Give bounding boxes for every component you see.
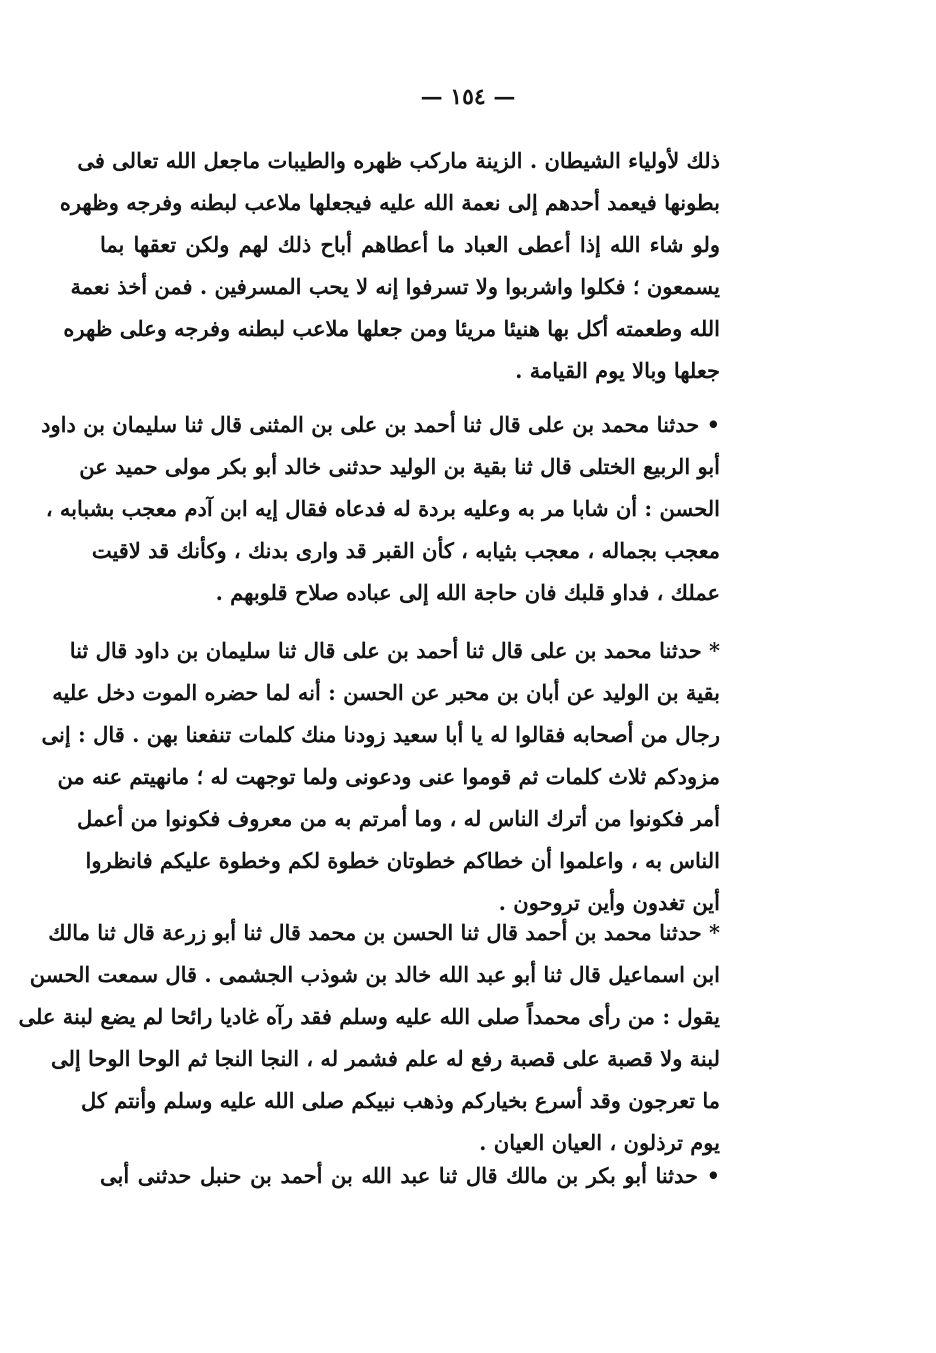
- text-line: مزودكم ثلاث كلمات ثم قوموا عنى ودعونى ولما توجهت له ؛ مانهيتم عنه من: [57, 764, 720, 789]
- text-line: ما تعرجون وقد أسرع بخياركم وذهب نبيكم صلى الله عليه وسلم وأنتم كل: [81, 1088, 720, 1113]
- paragraph-1: [59, 140, 720, 392]
- text-line: • حدثنا محمد بن على قال ثنا أحمد بن على بن المثنى قال ثنا سليمان بن داود: [41, 412, 720, 437]
- page-number: — ١٥٤ —: [420, 84, 516, 110]
- text-line: بطونها فيعمد أحدهم إلى نعمة الله عليه فيجعلها ملاعب لبطنه وفرجه وظهره: [59, 190, 720, 215]
- text-line: رجال من أصحابه فقالوا له يا أبا سعيد زودنا منك كلمات تنفعنا بهن . قال : إنى: [41, 722, 720, 747]
- text-line: أبو الربيع الختلى قال ثنا بقية بن الوليد حدثنى خالد أبو بكر مولى حميد عن: [79, 454, 720, 479]
- text-line: يوم ترذلون ، العيان العيان .: [479, 1130, 720, 1155]
- text-line: الناس به ، واعلموا أن خطاكم خطوتان خطوة لكم وخطوة عليكم فانظروا: [85, 848, 720, 873]
- text-line: لبنة ولا قصبة على قصبة رفع له علم فشمر له ، النجا النجا ثم الوحا الوحا إلى: [50, 1046, 720, 1071]
- text-line: جعلها وبالا يوم القيامة .: [515, 358, 720, 383]
- text-line: * حدثنا محمد بن أحمد قال ثنا الحسن بن محمد قال ثنا أبو زرعة قال ثنا مالك: [48, 920, 720, 945]
- text-line: بقية بن الوليد عن أبان بن محبر عن الحسن : أنه لما حضره الموت دخل عليه: [52, 680, 720, 705]
- text-line: يقول : من رأى محمداً صلى الله عليه وسلم فقد رآه غاديا رائحا لم يضع لبنة على: [18, 1004, 720, 1029]
- paragraph-5: [100, 1155, 720, 1197]
- text-line: ابن اسماعيل قال ثنا أبو عبد الله خالد بن شوذب الجشمى . قال سمعت الحسن: [29, 962, 720, 987]
- paragraph-3: [41, 630, 720, 924]
- paragraph-4: [18, 912, 720, 1164]
- text-line: الله وطعمته أكل بها هنيئا مريئا ومن جعلها ملاعب لبطنه وفرجه وعلى ظهره: [63, 316, 720, 341]
- text-line: الحسن : أن شابا مر به وعليه بردة له فدعاه فقال إيه ابن آدم معجب بشبابه ،: [45, 496, 720, 521]
- text-line: ذلك لأولياء الشيطان . الزينة ماركب ظهره والطيبات ماجعل الله تعالى فى: [77, 148, 720, 173]
- text-line: معجب بجماله ، معجب بثيابه ، كأن القبر قد وارى بدنك ، وكأنك قد لاقيت: [91, 538, 720, 563]
- text-line: • حدثنا أبو بكر بن مالك قال ثنا عبد الله بن أحمد بن حنبل حدثنى أبى: [100, 1163, 720, 1188]
- text-line: أمر فكونوا من أترك الناس له ، وما أمرتم به من معروف فكونوا من أعمل: [76, 806, 720, 831]
- text-line: يسمعون ؛ فكلوا واشربوا ولا تسرفوا إنه لا يحب المسرفين . فمن أخذ نعمة: [70, 274, 720, 299]
- text-line: * حدثنا محمد بن على قال ثنا أحمد بن على قال ثنا سليمان بن داود قال ثنا: [69, 638, 720, 663]
- text-line: ولو شاء الله إذا أعطى العباد ما أعطاهم أباح ذلك لهم ولكن تعقها بما: [100, 232, 720, 257]
- paragraph-2: [41, 404, 720, 614]
- text-line: عملك ، فداو قلبك فان حاجة الله إلى عباده صلاح قلوبهم .: [215, 580, 720, 605]
- text-line: أين تغدون وأين تروحون .: [498, 890, 720, 915]
